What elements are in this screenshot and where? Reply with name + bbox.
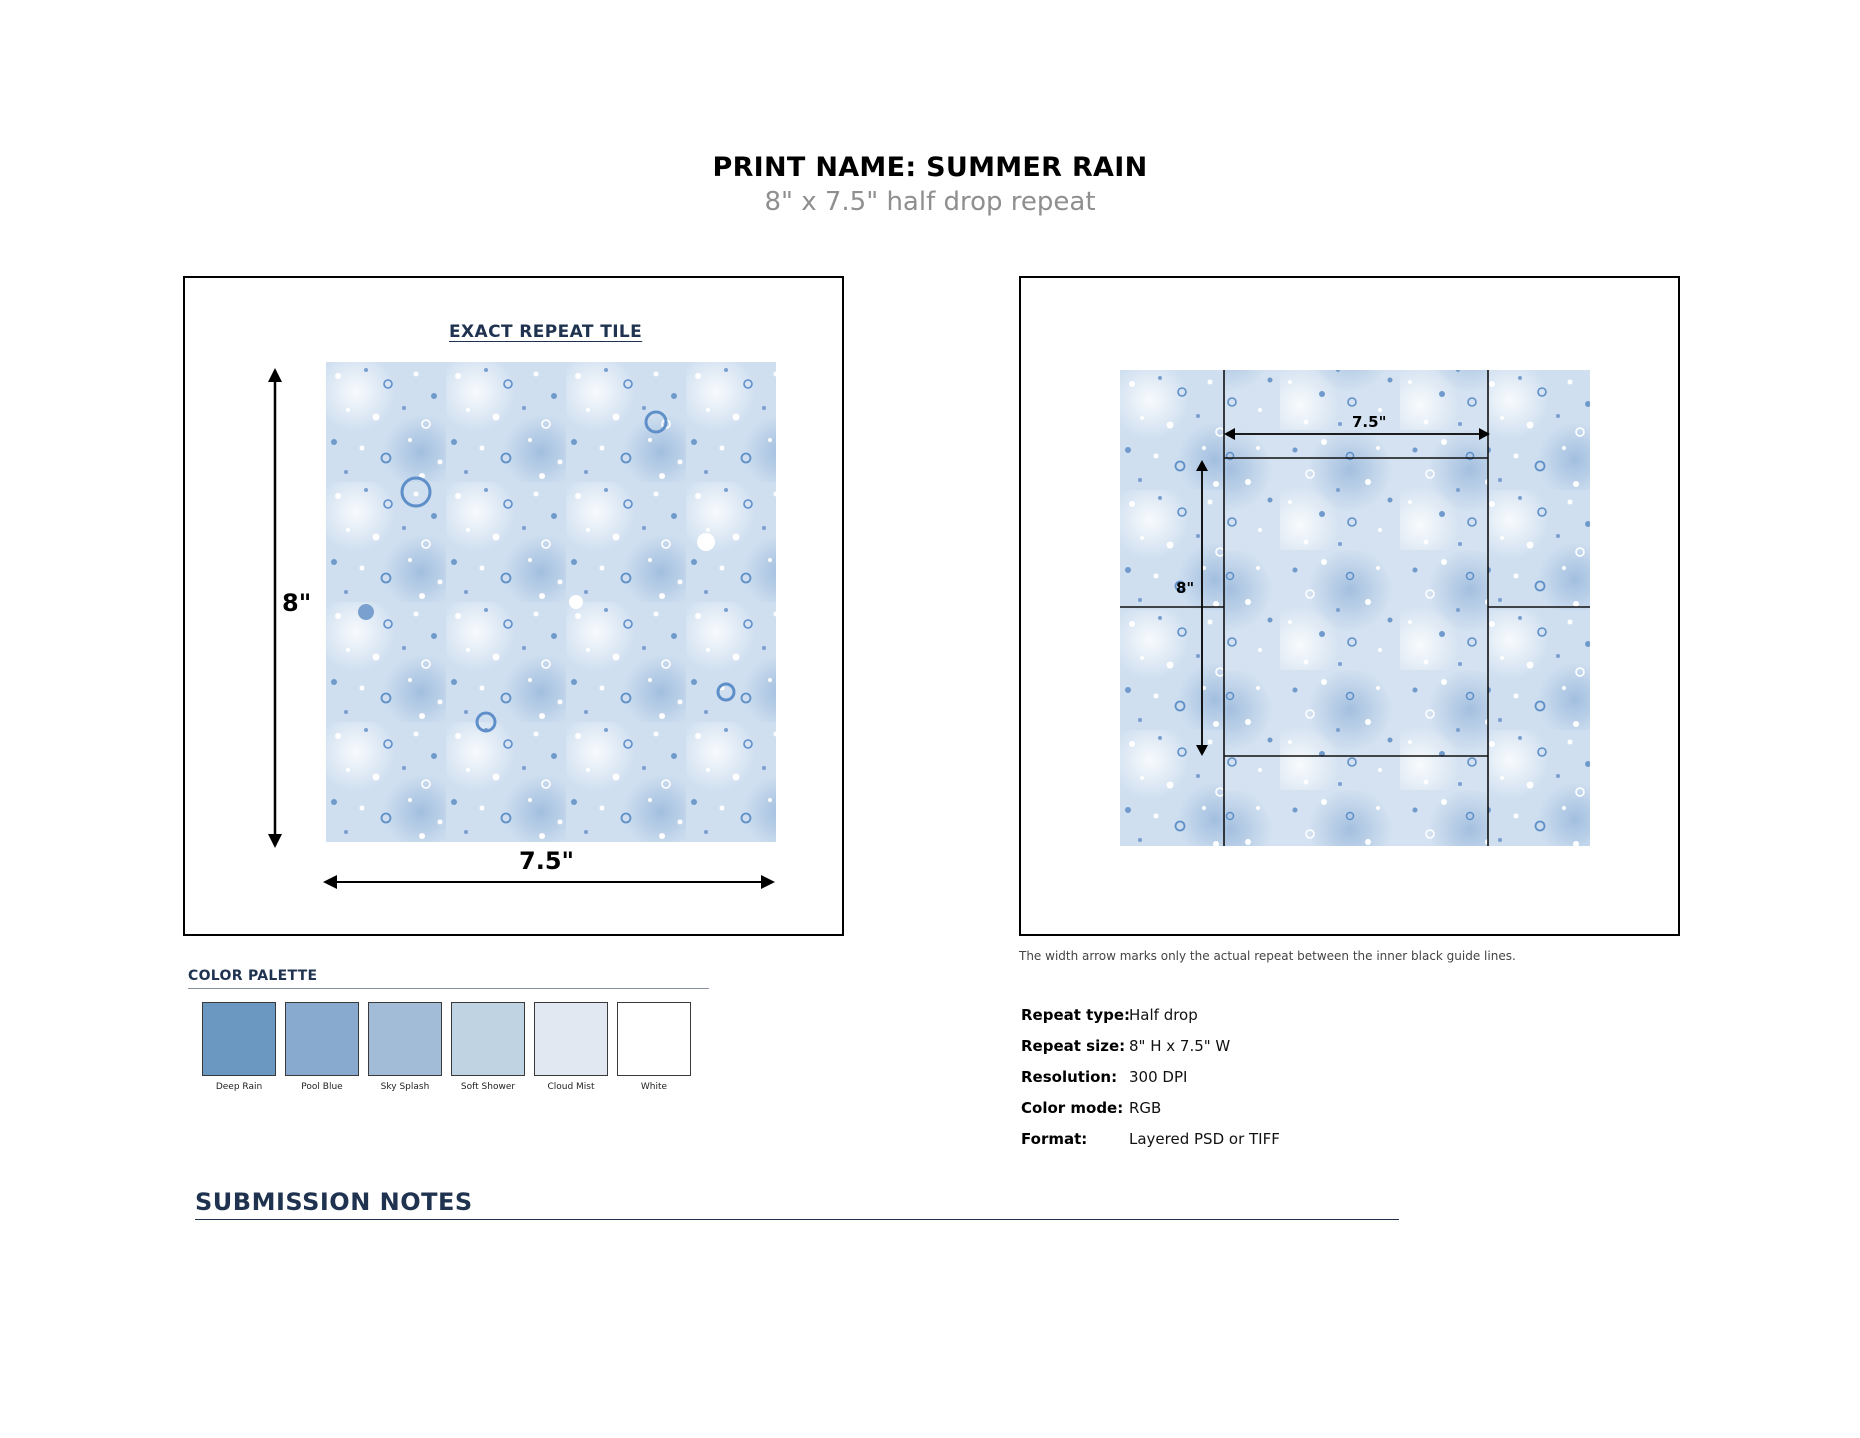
palette-divider bbox=[188, 988, 709, 989]
spec-value-repeat-type: Half drop bbox=[1129, 1006, 1198, 1024]
swatch-sky-splash bbox=[368, 1002, 442, 1076]
submission-notes-divider bbox=[195, 1219, 1399, 1220]
color-palette-heading: COLOR PALETTE bbox=[188, 968, 318, 984]
repeat-width-label: 7.5" bbox=[1352, 413, 1387, 431]
spec-value-repeat-size: 8" H x 7.5" W bbox=[1129, 1037, 1231, 1055]
swatch-pool-blue bbox=[285, 1002, 359, 1076]
arrow-caption: The width arrow marks only the actual repeat between the inner black guide lines. bbox=[1019, 949, 1516, 963]
submission-notes-heading: SUBMISSION NOTES bbox=[195, 1188, 473, 1216]
swatch-label: Soft Shower bbox=[460, 1082, 516, 1092]
spec-label-repeat-size: Repeat size: bbox=[1021, 1037, 1126, 1055]
rain-pattern-tile bbox=[326, 362, 776, 842]
swatch-label: Pool Blue bbox=[301, 1082, 343, 1092]
repeat-height-arrow bbox=[1194, 460, 1210, 756]
swatch-soft-shower bbox=[451, 1002, 525, 1076]
half-drop-panel bbox=[1019, 276, 1680, 936]
repeat-subtitle: 8" x 7.5" half drop repeat bbox=[764, 187, 1096, 217]
spec-value-color-mode: RGB bbox=[1129, 1099, 1162, 1117]
swatch-label: Sky Splash bbox=[380, 1082, 430, 1092]
swatch-white bbox=[617, 1002, 691, 1076]
width-arrow bbox=[323, 871, 775, 893]
spec-label-color-mode: Color mode: bbox=[1021, 1099, 1124, 1117]
swatch-cloud-mist bbox=[534, 1002, 608, 1076]
spec-value-format: Layered PSD or TIFF bbox=[1129, 1130, 1280, 1148]
swatch-label: Cloud Mist bbox=[547, 1082, 595, 1092]
tile-width-label: 7.5" bbox=[519, 847, 575, 875]
swatch-label: White bbox=[640, 1082, 668, 1092]
swatch-label: Deep Rain bbox=[215, 1082, 263, 1092]
print-name-title: PRINT NAME: SUMMER RAIN bbox=[712, 152, 1148, 183]
repeat-height-label: 8" bbox=[1176, 579, 1195, 597]
tile-height-label: 8" bbox=[282, 589, 312, 617]
spec-label-repeat-type: Repeat type: bbox=[1021, 1006, 1131, 1024]
spec-label-resolution: Resolution: bbox=[1021, 1068, 1118, 1086]
spec-label-format: Format: bbox=[1021, 1130, 1088, 1148]
exact-repeat-panel bbox=[183, 276, 844, 936]
swatch-deep-rain bbox=[202, 1002, 276, 1076]
exact-repeat-heading: EXACT REPEAT TILE bbox=[449, 322, 643, 342]
spec-value-resolution: 300 DPI bbox=[1129, 1068, 1188, 1086]
